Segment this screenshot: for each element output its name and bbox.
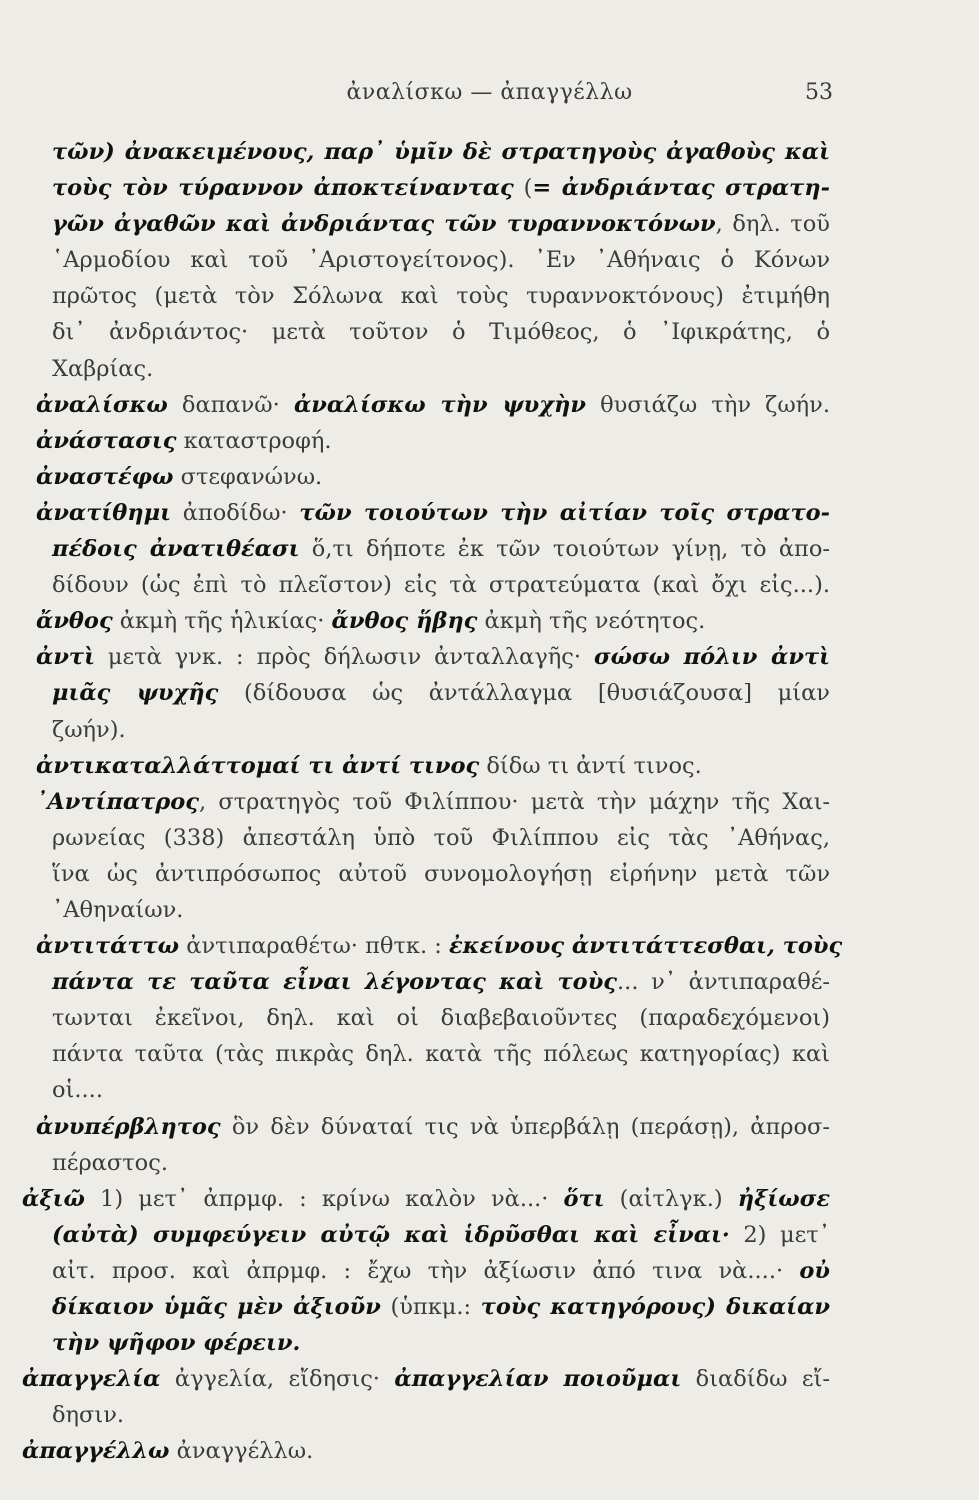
bold-greek-term: ἀντὶ	[36, 644, 95, 671]
gloss-text: αἰτ. προσ. καὶ ἀπρμφ. : ἔχω τὴν ἀξίωσιν ἀπό τινα νὰ....·	[52, 1257, 800, 1284]
gloss-text: ... ν᾽ ἀντιπαραθέ-	[617, 969, 830, 996]
gloss-text: ἀκμὴ τῆς νεότητος.	[477, 608, 706, 635]
gloss-text: (	[513, 175, 533, 202]
text-line	[52, 531, 830, 567]
gloss-text: στεφανώνω.	[173, 463, 323, 490]
bold-greek-term: ἀνυπέρβλητος	[36, 1113, 221, 1140]
gloss-text: δίδω τι ἀντί τινος.	[479, 752, 702, 779]
bold-greek-term: ἀναλίσκω	[36, 391, 168, 418]
bold-greek-term: τὴν ψῆφον φέρειν.	[52, 1330, 301, 1357]
gloss-text: ἵνα ὡς ἀντιπρόσωπος αὐτοῦ συνομολογήσῃ εἰρήνην μετὰ τῶν	[52, 860, 830, 887]
gloss-text: 1) μετ᾽ ἀπρμφ. : κρίνω καλὸν νὰ...·	[84, 1185, 564, 1212]
page-header	[0, 80, 979, 114]
gloss-text: δι᾽ ἀνδριάντος· μετὰ τοῦτον ὁ Τιμόθεος, ὁ ᾿Ιφικράτης, ὁ	[52, 319, 830, 346]
text-line	[36, 928, 843, 964]
bold-greek-term: ἀναστέφω	[36, 463, 174, 490]
gloss-text: ζωήν).	[52, 716, 126, 743]
bold-greek-term: τοὺς κατηγόρους) δικαίαν	[480, 1294, 830, 1320]
gloss-text: διαδίδω εἴ-	[681, 1366, 830, 1393]
gloss-text: δησιν.	[52, 1402, 125, 1429]
text-line	[22, 1361, 830, 1397]
text-line	[52, 314, 830, 350]
bold-greek-term: πάντα τε ταῦτα εἶναι λέγοντας καὶ τοὺς	[52, 969, 618, 996]
bold-greek-term: δίκαιον ὑμᾶς μὲν ἀξιοῦν	[52, 1294, 381, 1320]
gloss-text: (δίδουσα ὡς ἀντάλλαγμα [θυσιάζουσα] μίαν	[218, 680, 830, 707]
text-line	[52, 892, 830, 928]
gloss-text: τωνται ἐκεῖνοι, δηλ. καὶ οἱ διαβεβαιοῦντες (παραδεχόμενοι)	[52, 1005, 830, 1032]
bold-greek-term: ἀνατίθημι	[36, 499, 171, 526]
text-line	[52, 1000, 830, 1036]
text-line	[52, 964, 830, 1000]
text-line	[36, 748, 830, 784]
bold-greek-term: μιᾶς ψυχῆς	[52, 680, 219, 707]
text-line	[52, 206, 830, 242]
gloss-text: δαπανῶ·	[167, 391, 294, 418]
gloss-text: 2) μετ᾽	[729, 1221, 830, 1248]
bold-greek-term: οὐ	[799, 1257, 830, 1284]
bold-greek-term: ἀναλίσκω τὴν ψυχὴν	[293, 391, 587, 418]
text-line	[52, 1072, 830, 1108]
gloss-text: ᾿Αθηναίων.	[52, 896, 184, 923]
text-line	[22, 1433, 830, 1469]
page-number: 53	[805, 80, 833, 105]
bold-greek-term: ἀνάστασις	[36, 427, 177, 454]
text-line	[52, 278, 830, 314]
text-line	[52, 1217, 830, 1253]
gloss-text: ρωνείας (338) ἀπεστάλη ὑπὸ τοῦ Φιλίππου εἰς τὰς ᾿Αθήνας,	[52, 824, 830, 851]
bold-greek-term: τοὺς τὸν τύραννον ἀποκτείναντας	[52, 175, 514, 202]
gloss-text: ἀγγελία, εἴδησις·	[160, 1366, 395, 1393]
running-title: ἀναλίσκω — ἀπαγγέλλω	[346, 80, 633, 105]
text-line	[52, 1289, 830, 1325]
bold-greek-term: = ἀνδριάντας στρατη-	[532, 175, 830, 202]
bold-greek-term: πέδοις ἀνατιθέασι	[52, 536, 300, 563]
text-line	[36, 639, 830, 675]
bold-greek-term: τῶν τοιούτων τὴν αἰτίαν τοῖς στρατο-	[299, 499, 831, 526]
bold-greek-term: ἀπαγγελίαν ποιοῦμαι	[394, 1366, 682, 1393]
bold-greek-term: ἄνθος ἥβης	[331, 608, 478, 635]
dictionary-text	[22, 134, 843, 1469]
bold-greek-term: ἀπαγγελία	[22, 1366, 161, 1393]
text-line	[52, 1145, 830, 1181]
text-line	[52, 712, 830, 748]
text-line	[52, 820, 830, 856]
text-line	[36, 603, 830, 639]
text-line	[36, 1109, 830, 1145]
bold-greek-term: ἀξιῶ	[22, 1185, 85, 1212]
text-line	[52, 351, 830, 387]
gloss-text: , στρατηγὸς τοῦ Φιλίππου· μετὰ τὴν μάχην τῆς Χαι-	[198, 788, 830, 815]
gloss-text: οἱ....	[52, 1077, 103, 1104]
text-line	[36, 495, 830, 531]
text-line	[52, 170, 830, 206]
bold-greek-term: ἄνθος	[36, 608, 113, 635]
bold-greek-term: ᾿Αντίπατρος	[36, 788, 199, 815]
bold-greek-term: ἠξίωσε	[737, 1185, 830, 1212]
gloss-text: πρῶτος (μετὰ τὸν Σόλωνα καὶ τοὺς τυραννοκτόνους) ἐτιμήθη	[52, 283, 830, 310]
gloss-text: , δηλ. τοῦ	[715, 211, 830, 238]
bold-greek-term: τῶν) ἀνακειμένους, παρ᾽ ὑμῖν δὲ στρατηγοὺς ἀγαθοὺς καὶ	[52, 139, 830, 165]
text-line	[52, 856, 830, 892]
gloss-text: θυσιάζω τὴν ζωήν.	[586, 391, 830, 418]
gloss-text: πέραστος.	[52, 1149, 168, 1176]
bold-greek-term: ἀπαγγέλλω	[22, 1438, 170, 1465]
text-line	[52, 1036, 830, 1072]
gloss-text: ὅ,τι δήποτε ἐκ τῶν τοιούτων γίνῃ, τὸ ἀπο-	[299, 536, 830, 563]
text-line	[52, 242, 830, 278]
gloss-text: δίδουν (ὡς ἐπὶ τὸ πλεῖστον) εἰς τὰ στρατεύματα (καὶ ὄχι εἰς...).	[52, 572, 830, 599]
bold-greek-term: ὅτι	[563, 1185, 605, 1212]
text-line	[52, 134, 830, 170]
gloss-text: ὃν δὲν δύναταί τις νὰ ὑπερβάλῃ (περάσῃ), ἀπροσ-	[220, 1113, 830, 1140]
text-line	[36, 423, 830, 459]
text-line	[36, 387, 830, 423]
text-line	[52, 1325, 830, 1361]
text-line	[52, 567, 830, 603]
bold-greek-term: ἀντιτάττω	[36, 933, 180, 960]
gloss-text: (αἰτλγκ.)	[604, 1185, 738, 1212]
gloss-text: ἀναγγέλλω.	[169, 1438, 314, 1465]
gloss-text: ἀντιπαραθέτω· πθτκ. :	[179, 933, 449, 960]
gloss-text: ἀκμὴ τῆς ἡλικίας·	[112, 608, 332, 635]
gloss-text: πάντα ταῦτα (τὰς πικρὰς δηλ. κατὰ τῆς πόλεως κατηγορίας) καὶ	[52, 1041, 830, 1068]
bold-greek-term: ἐκείνους ἀντιτάττεσθαι, τοὺς	[449, 933, 843, 960]
bold-greek-term: γῶν ἀγαθῶν καὶ ἀνδριάντας τῶν τυραννοκτόνων	[52, 211, 716, 238]
text-line	[52, 1253, 830, 1289]
text-line	[52, 1397, 830, 1433]
text-line	[22, 1181, 830, 1217]
text-line	[52, 675, 830, 711]
text-line	[36, 784, 830, 820]
gloss-text: ἀποδίδω·	[171, 499, 300, 526]
bold-greek-term: ἀντικαταλλάττομαί τι ἀντί τινος	[36, 752, 480, 779]
gloss-text: μετὰ γνκ. : πρὸς δήλωσιν ἀνταλλαγῆς·	[94, 644, 594, 671]
gloss-text: καταστροφή.	[176, 427, 332, 454]
gloss-text: Χαβρίας.	[52, 355, 154, 382]
gloss-text: (ὑπκμ.:	[380, 1294, 481, 1320]
gloss-text: ῾Αρμοδίου καὶ τοῦ ᾿Αριστογείτονος). ᾿Εν ᾿Αθήναις ὁ Κόνων	[52, 247, 830, 274]
bold-greek-term: σώσω πόλιν ἀντὶ	[594, 644, 830, 671]
text-line	[36, 459, 830, 495]
bold-greek-term: (αὐτὰ) συμφεύγειν αὐτῷ καὶ ἱδρῦσθαι καὶ εἶναι·	[52, 1221, 730, 1248]
